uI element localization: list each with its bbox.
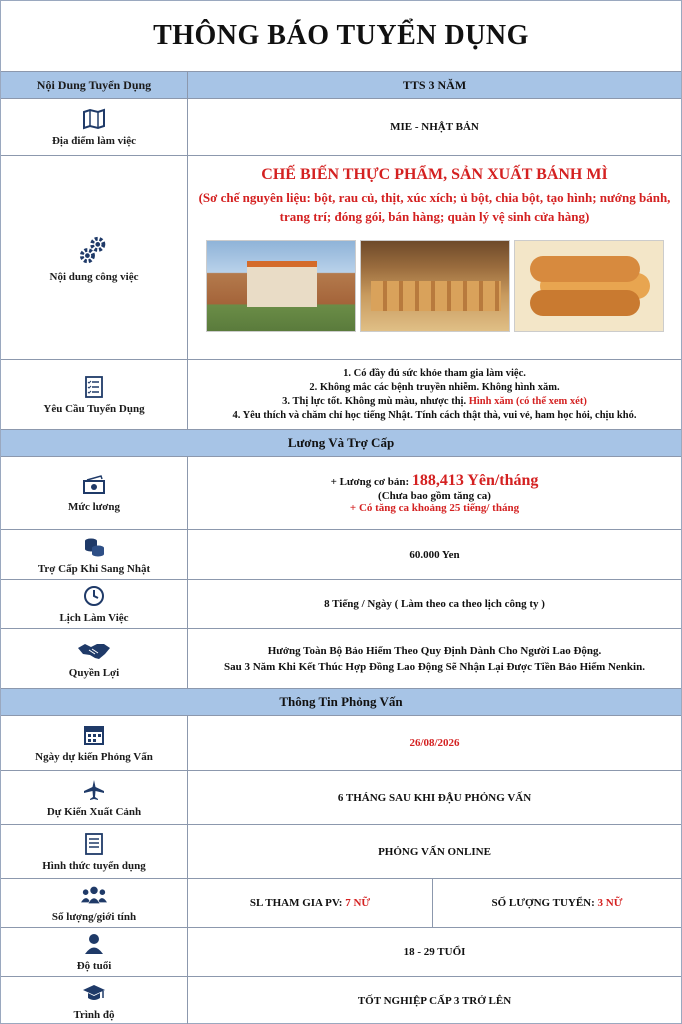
allowance-label: Trợ Cấp Khi Sang Nhật — [37, 562, 151, 575]
salary-label: Mức lương — [68, 501, 120, 513]
requirement-2: 2. Không mắc các bệnh truyền nhiễm. Không hình xăm. — [309, 381, 560, 393]
document-icon — [81, 832, 107, 856]
benefit-1: Hưởng Toàn Bộ Bảo Hiểm Theo Quy Định Dành Cho Người Lao Động. — [267, 644, 602, 657]
salary-base: + Lương cơ bản: 188,413 Yên/tháng — [330, 472, 539, 489]
row-interview-date — [1, 715, 681, 770]
requirements-label: Yêu Cầu Tuyển Dụng — [43, 402, 145, 415]
row-education — [1, 976, 681, 1024]
salary-note: (Chưa bao gồm tăng ca) — [378, 490, 491, 502]
quantity-label: Số lượng/giới tính — [51, 911, 137, 923]
interview-date-label: Ngày dự kiến Phỏng Vấn — [35, 751, 153, 763]
calendar-icon — [81, 723, 107, 747]
benefit-2: Sau 3 Năm Khi Kết Thúc Hợp Đồng Lao Động Sẽ Nhận Lại Được Tiền Bảo Hiểm Nenkin. — [224, 660, 645, 673]
row-location — [1, 98, 681, 155]
page-title: THÔNG BÁO TUYỂN DỤNG — [153, 20, 529, 51]
education-label: Trình độ — [73, 1008, 115, 1021]
coins-icon — [81, 535, 107, 559]
location-label: Địa điểm làm việc — [51, 135, 136, 147]
job-title: CHẾ BIẾN THỰC PHẨM, SẢN XUẤT BÁNH MÌ — [261, 166, 608, 183]
job-label: Nội dung công việc — [49, 270, 139, 283]
cash-icon — [81, 473, 107, 497]
departure-value: 6 THÁNG SAU KHI ĐẬU PHỎNG VẤN — [337, 791, 532, 804]
requirement-3: 3. Thị lực tốt. Không mù màu, nhược thị. Hình xăm (có thể xem xét) — [282, 395, 587, 407]
hire-count: SỐ LƯỢNG TUYỂN: 3 NỮ — [491, 897, 623, 909]
schedule-label: Lịch Làm Việc — [59, 612, 129, 624]
salary-overtime: + Có tăng ca khoảng 25 tiếng/ tháng — [349, 502, 520, 514]
row-recruit-form — [1, 824, 681, 878]
job-photos — [206, 240, 664, 332]
group-icon — [81, 883, 107, 907]
gears-icon — [77, 233, 111, 267]
requirement-4: 4. Yêu thích và chăm chỉ học tiếng Nhật. Tính cách thật thà, vui vẻ, ham học hỏi, chịu khó. — [232, 409, 637, 421]
education-value: TỐT NGHIỆP CẤP 3 TRỞ LÊN — [357, 994, 512, 1007]
person-icon — [81, 932, 107, 956]
hotdog-bread-photo — [514, 240, 664, 332]
schedule-value: 8 Tiếng / Ngày ( Làm theo ca theo lịch công ty ) — [324, 598, 545, 610]
section-salary: Lương Và Trợ Cấp — [1, 429, 681, 456]
bakery-interior-photo — [360, 240, 510, 332]
map-icon — [81, 107, 107, 131]
participants-count: SL THAM GIA PV: 7 NỮ — [188, 879, 433, 927]
table-header — [1, 71, 681, 98]
row-allowance — [1, 529, 681, 579]
row-quantity — [1, 878, 681, 927]
age-label: Độ tuổi — [76, 960, 112, 972]
location-value: MIE - NHẬT BẢN — [390, 121, 479, 133]
interview-date-value: 26/08/2026 — [409, 737, 460, 749]
row-benefits — [1, 628, 681, 688]
checklist-icon — [81, 375, 107, 399]
row-departure — [1, 770, 681, 824]
row-requirements — [1, 359, 681, 429]
age-value: 18 - 29 TUỔI — [403, 946, 466, 958]
airplane-icon — [81, 778, 107, 802]
recruit-form-value: PHỎNG VẤN ONLINE — [378, 845, 491, 858]
row-job — [1, 155, 681, 359]
allowance-value: 60.000 Yen — [409, 548, 460, 561]
row-salary — [1, 456, 681, 529]
departure-label: Dự Kiến Xuất Cảnh — [46, 805, 142, 818]
job-description: (Sơ chế nguyên liệu: bột, rau củ, thịt, xúc xích; ủ bột, chia bột, tạo hình; nướng bánh, trang trí; đóng gói, bán hàng; quản lý vệ sinh cửa hàng) — [198, 190, 671, 224]
row-age — [1, 927, 681, 976]
section-interview: Thông Tin Phỏng Vấn — [1, 688, 681, 715]
handshake-icon — [77, 639, 111, 663]
recruit-form-label: Hình thức tuyển dụng — [42, 859, 146, 872]
graduation-cap-icon — [81, 981, 107, 1005]
header-left: Nội Dung Tuyển Dụng — [1, 72, 188, 98]
benefits-label: Quyền Lợi — [68, 666, 120, 679]
header-right: TTS 3 NĂM — [402, 77, 467, 92]
bakery-storefront-photo — [206, 240, 356, 332]
clock-icon — [81, 584, 107, 608]
row-schedule — [1, 579, 681, 628]
requirement-1: 1. Có đầy đủ sức khỏe tham gia làm việc. — [343, 367, 526, 379]
